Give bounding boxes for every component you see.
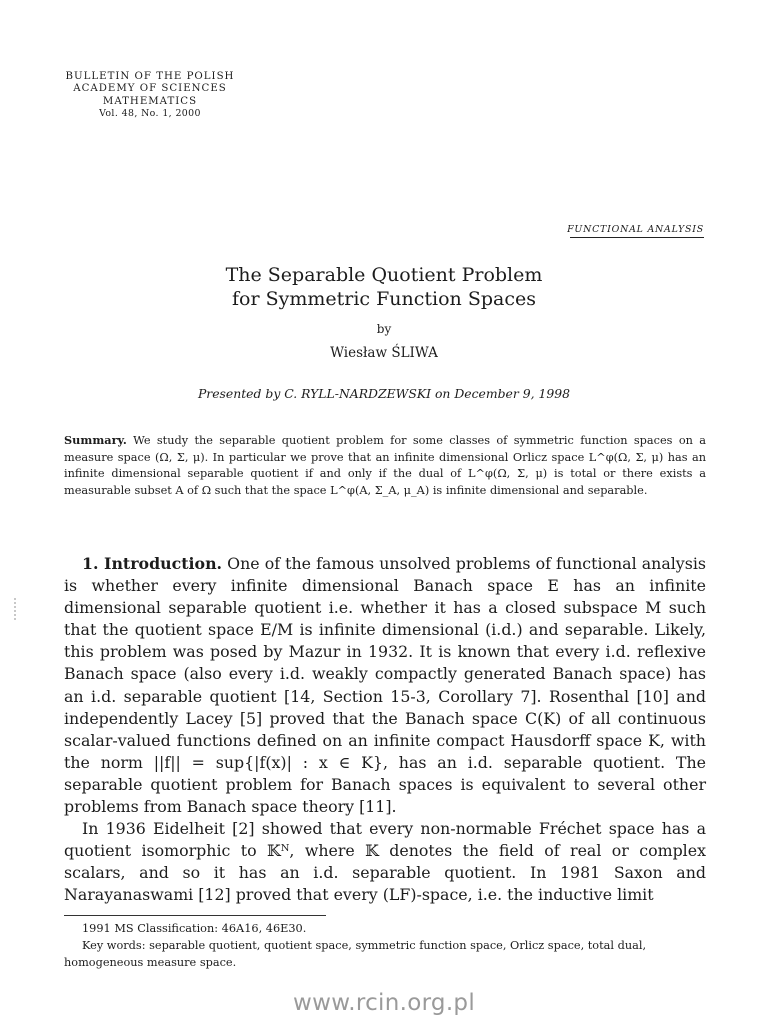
title-line1: The Separable Quotient Problem [225, 264, 543, 286]
footnote-keywords: Key words: separable quotient, quotient space, symmetric function space, Orlicz space, total dual, homogeneous measure space. [64, 939, 647, 969]
title-line2: for Symmetric Function Spaces [232, 288, 536, 310]
watermark: www.rcin.org.pl [292, 990, 476, 1016]
presented-by: Presented by C. RYLL-NARDZEWSKI on December 9, 1998 [197, 386, 571, 401]
section-rule [570, 237, 704, 238]
summary-label: Summary. [64, 433, 127, 447]
section-heading: 1. Introduction. [82, 554, 223, 573]
paper-title [0, 263, 768, 311]
body-text [64, 553, 706, 907]
scan-edge-mark [14, 598, 19, 620]
journal-name-line2: ACADEMY OF SCIENCES [73, 83, 227, 95]
journal-name-line1: BULLETIN OF THE POLISH [65, 71, 235, 82]
journal-header [55, 71, 245, 120]
section-label: FUNCTIONAL ANALYSIS [567, 224, 704, 235]
intro-paragraph-1 [64, 553, 706, 818]
by-line: by [376, 322, 392, 336]
journal-volume: Vol. 48, No. 1, 2000 [99, 107, 201, 119]
summary-text: We study the separable quotient problem for some classes of symmetric function spaces on a measure space (Ω, Σ, μ). In particular we prove that an infinite dimensional Orlicz space L^φ(Ω, Σ, μ) has an infinite dimensional separable quotient if and only if the dual of L^φ(Ω, Σ, μ) is total or there exists a measurable subset A of Ω such that the space L^φ(A, Σ_A, μ_A) is infinite dimensional and separable. [64, 434, 706, 498]
summary [64, 432, 706, 500]
journal-name-line3: MATHEMATICS [102, 95, 198, 107]
intro-paragraph-2: In 1936 Eidelheit [2] showed that every non-normable Fréchet space has a quotient isomorphic to 𝕂ᴺ, where 𝕂 denotes the field of real or complex scalars, and so it has an i.d. separable quotient. In 1981 Saxon and Narayanaswami [12] proved that every (LF)-space, i.e. the inductive limit [64, 819, 706, 905]
intro-text-1: One of the famous unsolved problems of functional analysis is whether every infinite dimensional Banach space E has an infinite dimensional separable quotient i.e. whether it has a closed subspace M such that the quotient space E/M is infinite dimensional (i.d.) and separable. Likely, this problem was posed by Mazur in 1932. It is known that every i.d. reflexive Banach space (also every i.d. weakly compactly generated Banach space) has an i.d. separable quotient [14, Section 15-3, Corollary 7]. Rosenthal [10] and independently Lacey [5] proved that the Banach space C(K) of all continuous scalar-valued functions defined on an infinite compact Hausdorff space K, with the norm ||f|| = sup{|f(x)| : x ∈ K}, has an i.d. separable quotient. The separable quotient problem for Banach spaces is equivalent to several other problems from Banach space theory [11]. [64, 554, 706, 817]
footnote-classification: 1991 MS Classification: 46A16, 46E30. [82, 922, 307, 935]
footnotes [64, 920, 706, 971]
footnote-rule [64, 915, 326, 916]
author-name: Wiesław ŚLIWA [330, 345, 438, 361]
